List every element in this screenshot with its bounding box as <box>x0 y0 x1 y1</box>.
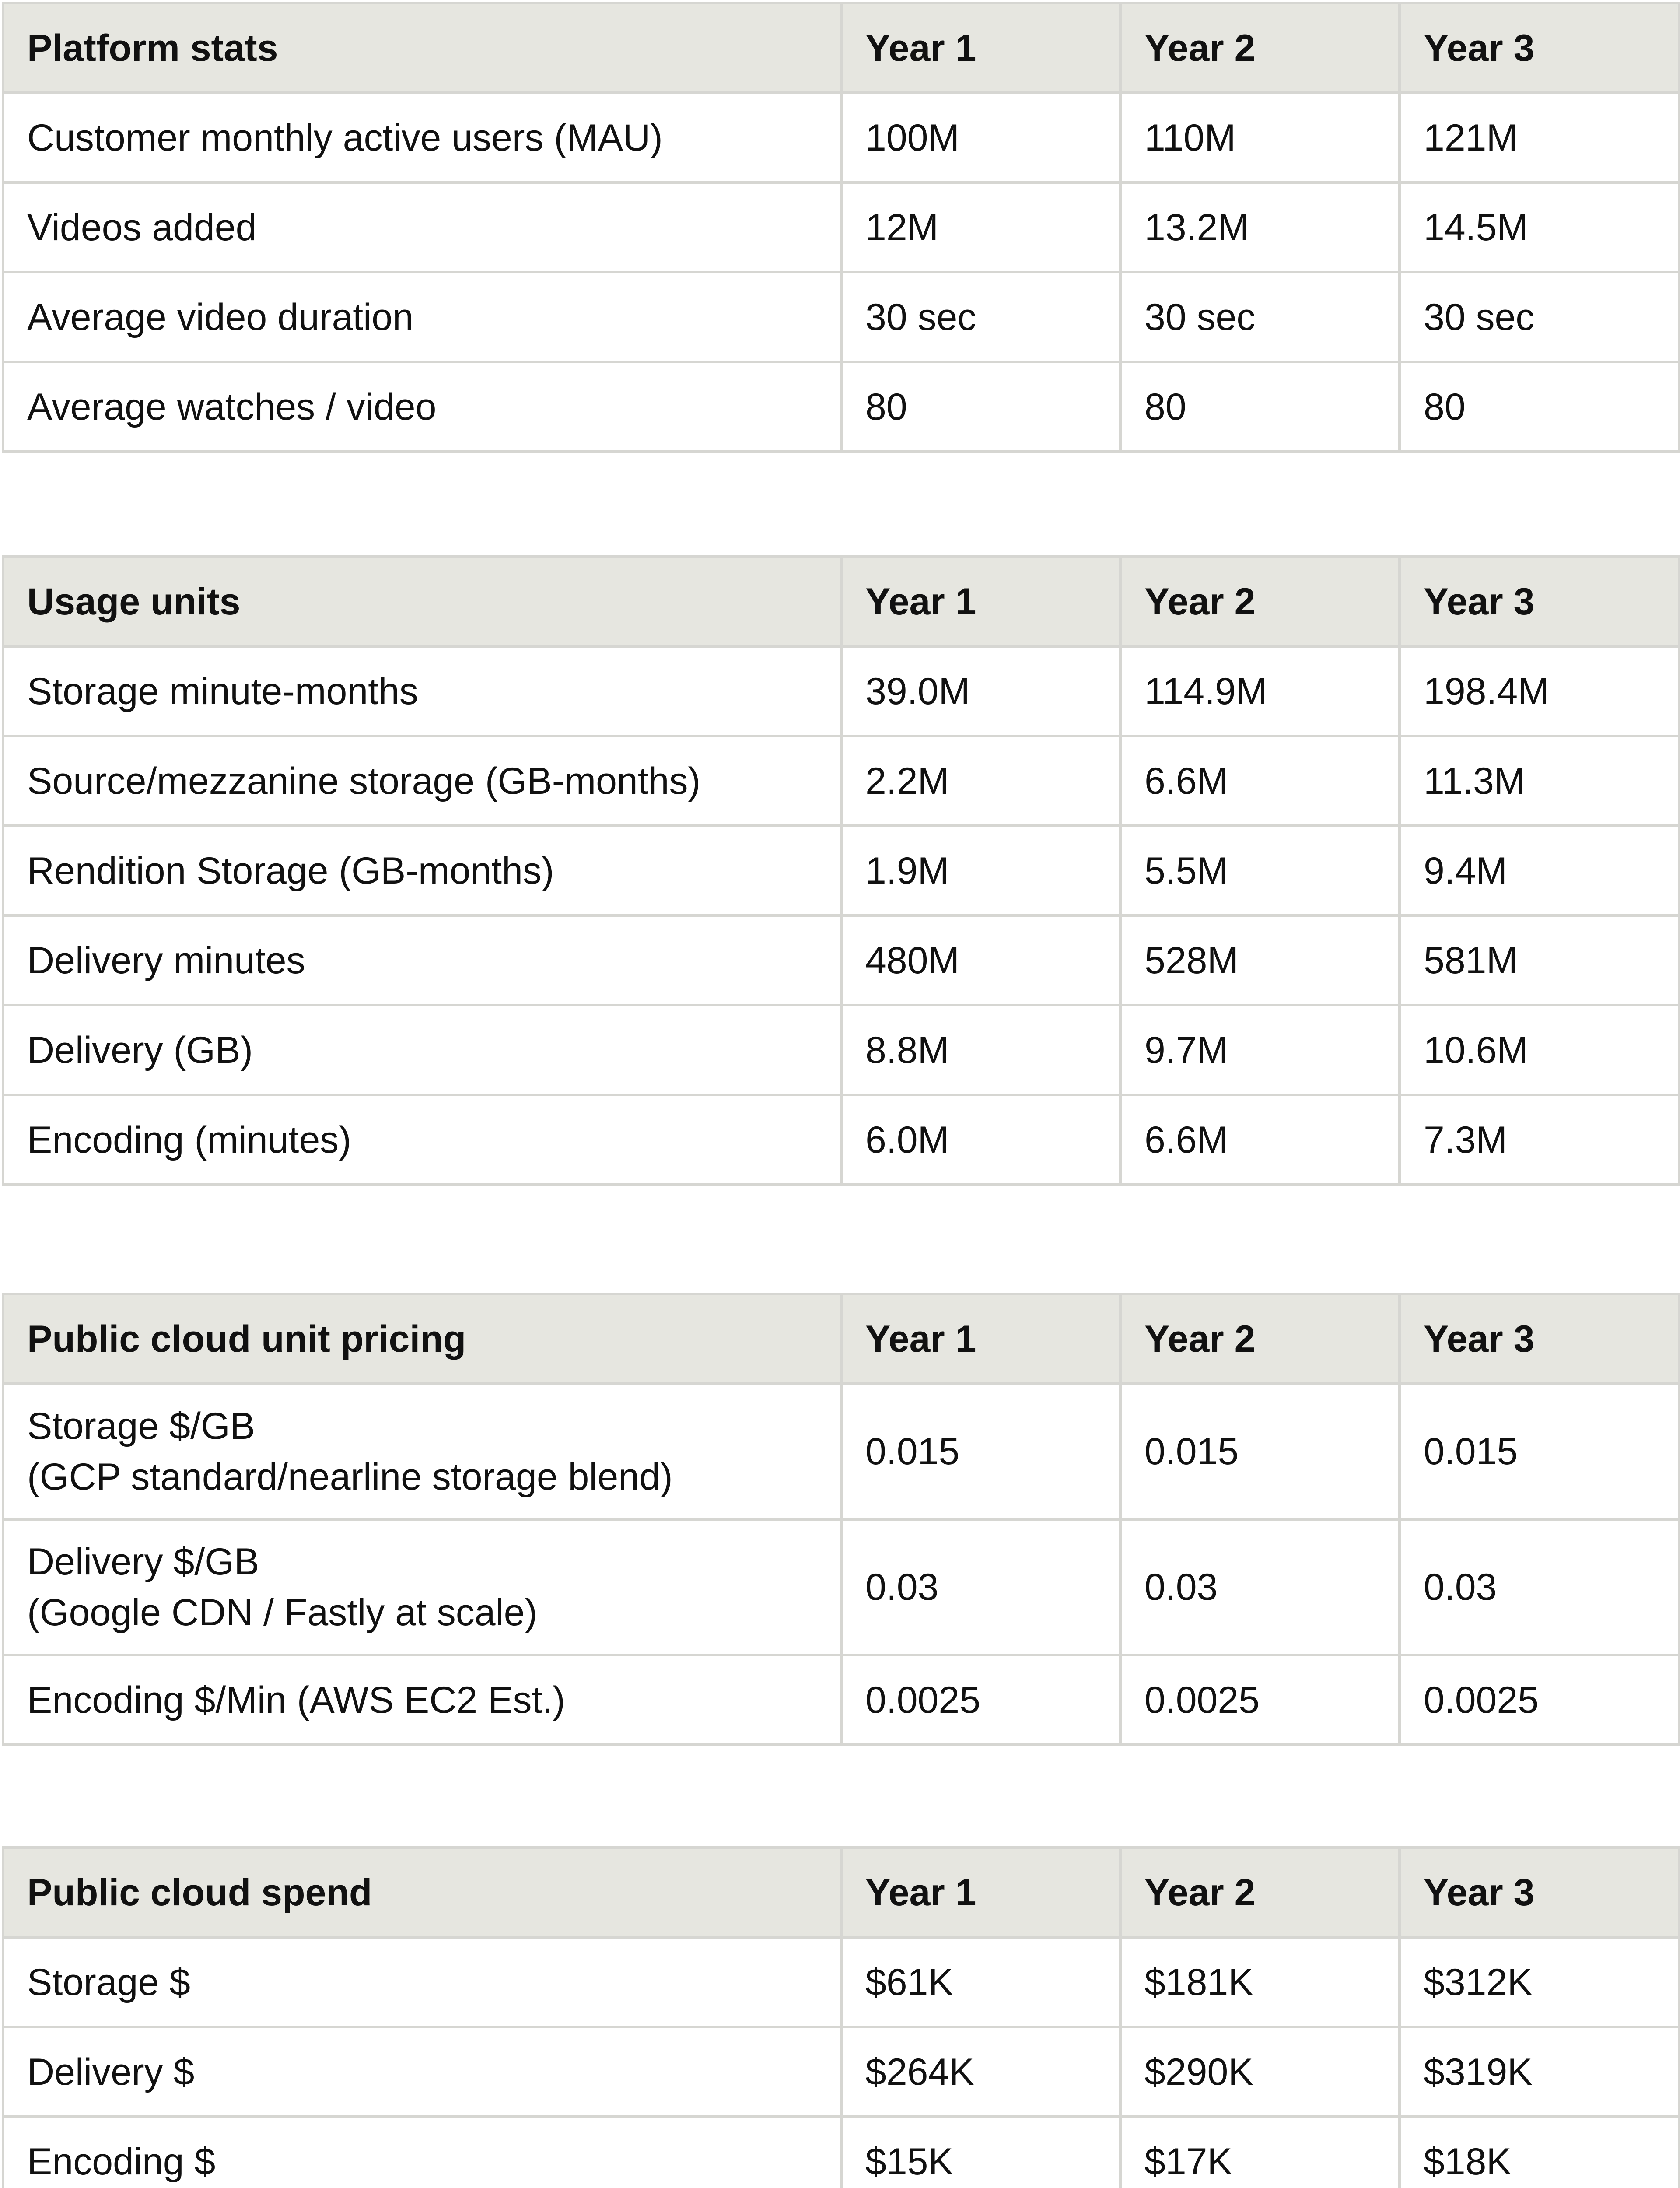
cell-value: $17K <box>1120 2117 1400 2188</box>
cell-value: 30 sec <box>1120 272 1400 362</box>
column-header: Year 3 <box>1400 3 1680 93</box>
unit-pricing-table <box>2 1293 1680 1746</box>
column-header: Public cloud spend <box>3 1848 841 1937</box>
cell-value: 0.03 <box>1120 1519 1400 1655</box>
row-label: Customer monthly active users (MAU) <box>3 93 841 182</box>
row-label-note: (Google CDN / Fastly at scale) <box>27 1592 538 1634</box>
table-row <box>3 2117 1680 2188</box>
cell-value: $181K <box>1120 1937 1400 2027</box>
cell-value: $319K <box>1400 2027 1680 2117</box>
cell-value: 7.3M <box>1400 1095 1680 1185</box>
table-row <box>3 1005 1680 1095</box>
cell-value: $61K <box>841 1937 1120 2027</box>
cell-value: 100M <box>841 93 1120 182</box>
table-header-row <box>3 3 1680 93</box>
cell-value: $290K <box>1120 2027 1400 2117</box>
cell-value: 6.6M <box>1120 736 1400 826</box>
row-label-line: Storage $/GB <box>27 1405 256 1447</box>
cell-value: 0.015 <box>841 1384 1120 1519</box>
cell-value: 528M <box>1120 915 1400 1005</box>
cell-value: 110M <box>1120 93 1400 182</box>
cell-value: 114.9M <box>1120 646 1400 736</box>
table-header-row <box>3 1848 1680 1937</box>
cell-value: 5.5M <box>1120 826 1400 915</box>
column-header: Year 3 <box>1400 1848 1680 1937</box>
cell-value: 0.03 <box>841 1519 1120 1655</box>
table-row <box>3 826 1680 915</box>
row-label: Average video duration <box>3 272 841 362</box>
cell-value: 2.2M <box>841 736 1120 826</box>
table-row <box>3 1095 1680 1185</box>
row-label: Delivery (GB) <box>3 1005 841 1095</box>
row-label <box>3 1384 841 1519</box>
table-row <box>3 2027 1680 2117</box>
cell-value: 581M <box>1400 915 1680 1005</box>
cell-value: 80 <box>841 362 1120 452</box>
platform-stats-table <box>2 2 1680 453</box>
cell-value: 80 <box>1120 362 1400 452</box>
row-label: Videos added <box>3 182 841 272</box>
cell-value: 1.9M <box>841 826 1120 915</box>
row-label: Rendition Storage (GB-months) <box>3 826 841 915</box>
row-label: Storage minute-months <box>3 646 841 736</box>
row-label <box>3 1519 841 1655</box>
cell-value: 0.0025 <box>841 1655 1120 1745</box>
cell-value: 11.3M <box>1400 736 1680 826</box>
row-label: Delivery $ <box>3 2027 841 2117</box>
cell-value: 6.0M <box>841 1095 1120 1185</box>
column-header: Year 1 <box>841 1848 1120 1937</box>
column-header: Year 3 <box>1400 557 1680 646</box>
table-header-row <box>3 1294 1680 1384</box>
table-row <box>3 93 1680 182</box>
cell-value: 0.03 <box>1400 1519 1680 1655</box>
cell-value: $18K <box>1400 2117 1680 2188</box>
column-header: Year 3 <box>1400 1294 1680 1384</box>
cell-value: $264K <box>841 2027 1120 2117</box>
column-header: Public cloud unit pricing <box>3 1294 841 1384</box>
table-row <box>3 1384 1680 1519</box>
cell-value: 0.0025 <box>1400 1655 1680 1745</box>
cell-value: 12M <box>841 182 1120 272</box>
usage-units-table <box>2 555 1680 1186</box>
table-row <box>3 915 1680 1005</box>
table-row <box>3 182 1680 272</box>
cell-value: 80 <box>1400 362 1680 452</box>
cell-value: 121M <box>1400 93 1680 182</box>
column-header: Year 1 <box>841 557 1120 646</box>
column-header: Year 2 <box>1120 557 1400 646</box>
table-row <box>3 272 1680 362</box>
column-header: Year 1 <box>841 3 1120 93</box>
cell-value: 30 sec <box>1400 272 1680 362</box>
row-label: Encoding (minutes) <box>3 1095 841 1185</box>
cell-value: 10.6M <box>1400 1005 1680 1095</box>
cloud-spend-table <box>2 1846 1680 2188</box>
cell-value: 6.6M <box>1120 1095 1400 1185</box>
row-label: Average watches / video <box>3 362 841 452</box>
row-label-note: (GCP standard/nearline storage blend) <box>27 1456 673 1498</box>
row-label: Storage $ <box>3 1937 841 2027</box>
column-header: Year 2 <box>1120 1848 1400 1937</box>
cell-value: $312K <box>1400 1937 1680 2027</box>
table-row <box>3 1937 1680 2027</box>
cell-value: 39.0M <box>841 646 1120 736</box>
table-row <box>3 646 1680 736</box>
row-label: Source/mezzanine storage (GB-months) <box>3 736 841 826</box>
cell-value: 0.015 <box>1400 1384 1680 1519</box>
row-label: Encoding $/Min (AWS EC2 Est.) <box>3 1655 841 1745</box>
column-header: Usage units <box>3 557 841 646</box>
column-header: Year 2 <box>1120 1294 1400 1384</box>
table-row <box>3 1519 1680 1655</box>
cell-value: 8.8M <box>841 1005 1120 1095</box>
cell-value: 198.4M <box>1400 646 1680 736</box>
table-row <box>3 736 1680 826</box>
cell-value: 480M <box>841 915 1120 1005</box>
column-header: Platform stats <box>3 3 841 93</box>
row-label: Delivery minutes <box>3 915 841 1005</box>
table-row <box>3 362 1680 452</box>
cell-value: 9.7M <box>1120 1005 1400 1095</box>
cell-value: $15K <box>841 2117 1120 2188</box>
cell-value: 30 sec <box>841 272 1120 362</box>
cell-value: 0.0025 <box>1120 1655 1400 1745</box>
row-label-line: Delivery $/GB <box>27 1541 259 1583</box>
cell-value: 0.015 <box>1120 1384 1400 1519</box>
cell-value: 13.2M <box>1120 182 1400 272</box>
cell-value: 9.4M <box>1400 826 1680 915</box>
row-label: Encoding $ <box>3 2117 841 2188</box>
column-header: Year 2 <box>1120 3 1400 93</box>
column-header: Year 1 <box>841 1294 1120 1384</box>
cell-value: 14.5M <box>1400 182 1680 272</box>
table-row <box>3 1655 1680 1745</box>
table-header-row <box>3 557 1680 646</box>
